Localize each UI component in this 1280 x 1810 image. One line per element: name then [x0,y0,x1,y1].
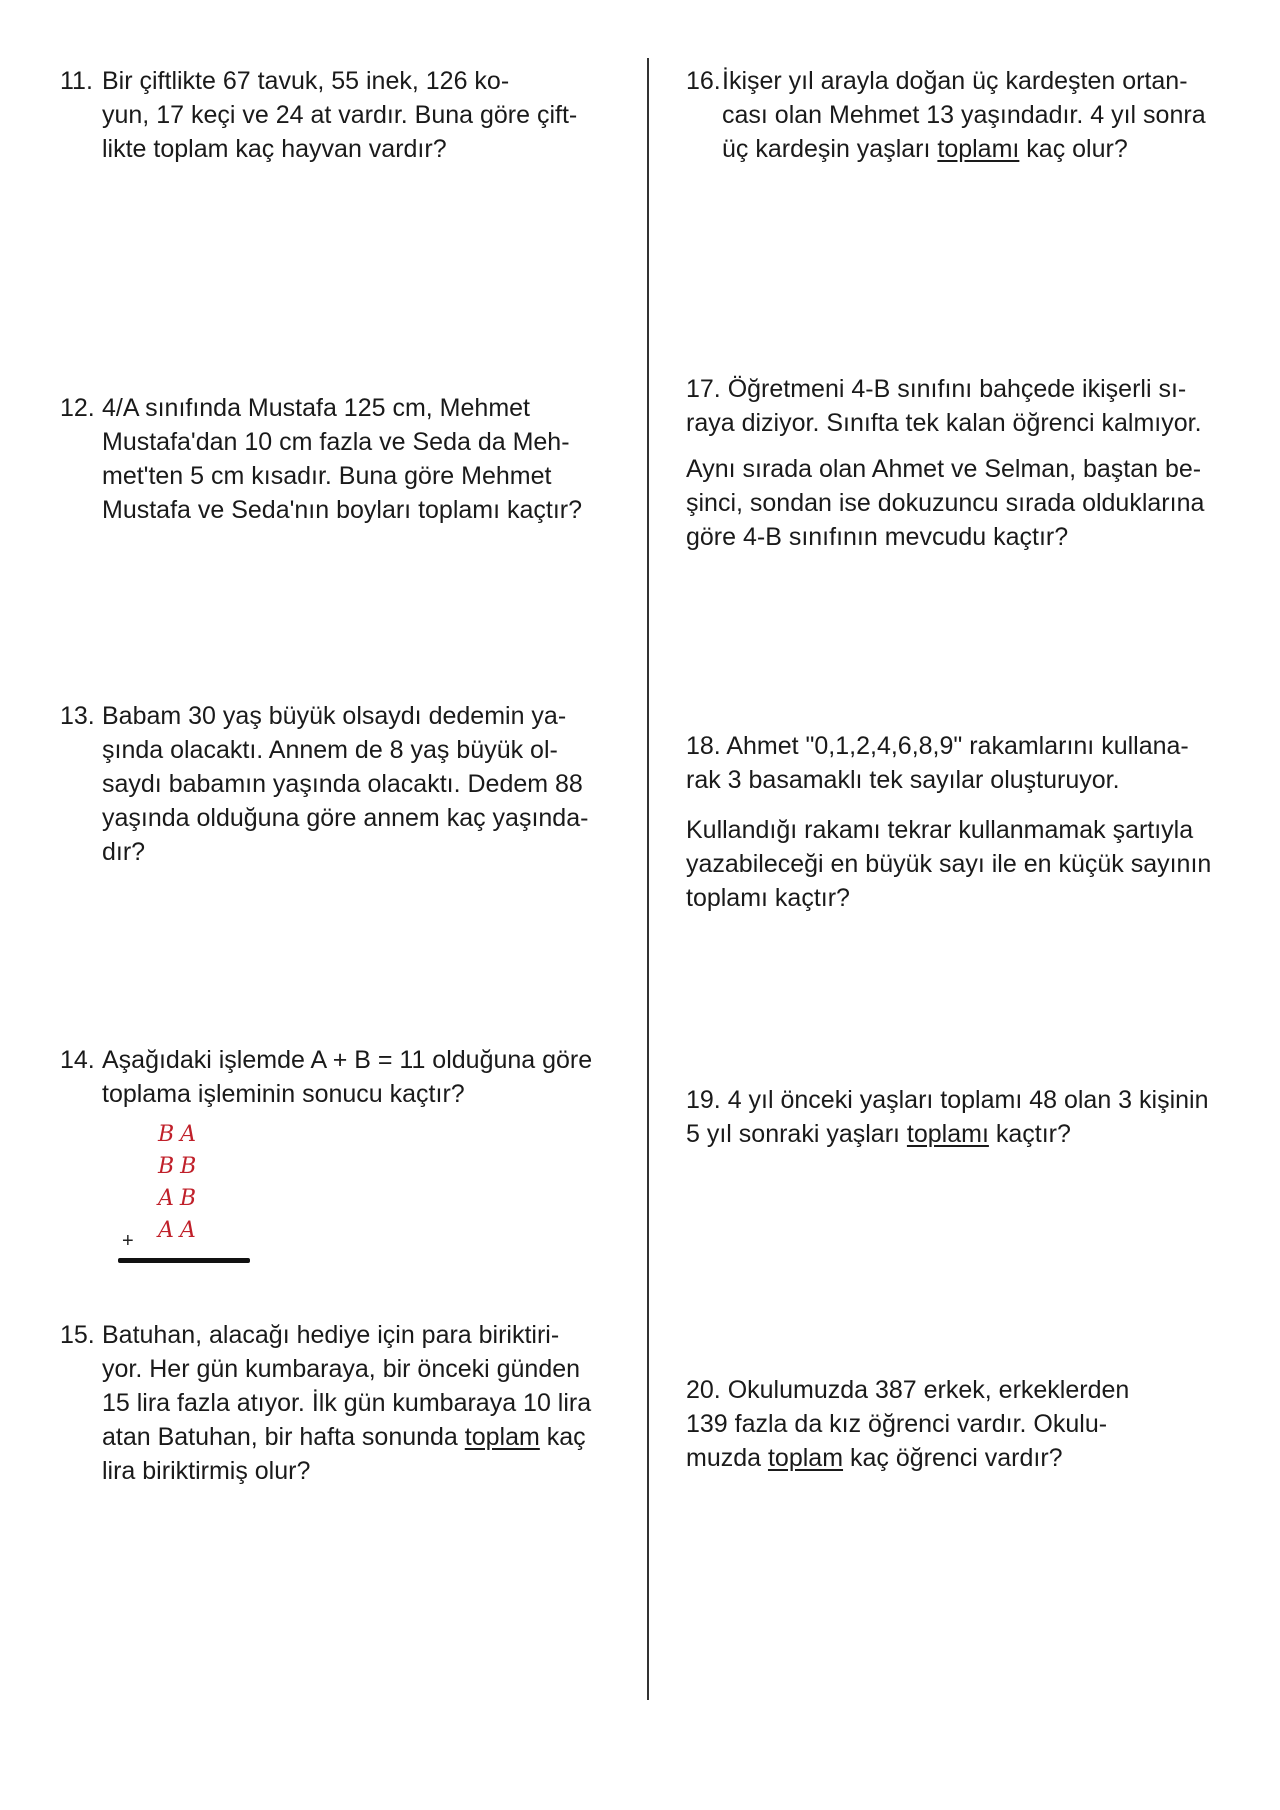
question-17 [686,372,1204,554]
text-segment: kaç olur? [1019,135,1128,163]
question-text-line: Mustafa'dan 10 cm fazla ve Seda da Meh- [102,428,570,456]
question-number: 14. [60,1046,95,1074]
question-number: 12. [60,394,95,422]
question-text-line: Bir çiftlikte 67 tavuk, 55 inek, 126 ko- [102,67,510,95]
question-text-line: Aşağıdaki işlemde A + B = 11 olduğuna göre [102,1046,593,1074]
question-text-line: saydı babamın yaşında olacaktı. Dedem 88 [102,770,583,798]
question-text-line: Babam 30 yaş büyük olsaydı dedemin ya- [102,702,567,730]
question-text-line: göre 4-B sınıfının mevcudu kaçtır? [686,523,1069,551]
question-text-line [102,1420,591,1454]
question-18 [686,729,1211,915]
question-text-line: yor. Her gün kumbaraya, bir önceki günden [102,1355,581,1383]
question-text-line: Kullandığı rakamı tekrar kullanmamak şartıyla [686,816,1194,844]
addend-row: BB [158,1154,203,1179]
question-20 [686,1373,1129,1475]
question-text-line: şinci, sondan ise dokuzuncu sırada olduklarına [686,489,1205,517]
question-text-line: cası olan Mehmet 13 yaşındadır. 4 yıl sonra [722,101,1206,129]
question-text-line [722,132,1206,166]
underlined-word: toplam [767,1444,844,1472]
question-text-line: yazabileceği en büyük sayı ile en küçük sayının [686,850,1212,878]
question-16 [686,64,1206,166]
question-19 [686,1083,1209,1151]
question-text-line: raya diziyor. Sınıfta tek kalan öğrenci kalmıyor. [686,409,1202,437]
question-text-line: yaşında olduğuna göre annem kaç yaşında- [102,804,589,832]
addend-row: AA [158,1218,202,1243]
question-text-line [686,1441,1129,1475]
question-text-line: dır? [102,838,146,866]
question-text-line: 139 fazla da kız öğrenci vardır. Okulu- [686,1410,1108,1438]
question-text-line: 18. Ahmet "0,1,2,4,6,8,9" rakamlarını kullana- [686,732,1189,760]
question-text-line: likte toplam kaç hayvan vardır? [102,135,447,163]
question-number: 15. [60,1321,95,1349]
text-segment: kaçtır? [988,1120,1071,1148]
question-text-line: 17. Öğretmeni 4-B sınıfını bahçede ikişerli sı- [686,375,1187,403]
text-segment: kaç öğrenci vardır? [843,1444,1063,1472]
question-text-line: rak 3 basamaklı tek sayılar oluşturuyor. [686,766,1120,794]
question-text-line: Mustafa ve Seda'nın boyları toplamı kaçtır? [102,496,583,524]
question-text-line: 19. 4 yıl önceki yaşları toplamı 48 olan 3 kişinin [686,1086,1209,1114]
question-number: 16. [686,67,721,95]
plus-sign: + [122,1230,134,1252]
sum-line [118,1258,250,1263]
question-12 [60,391,583,527]
underlined-word: toplamı [937,135,1020,163]
question-text-line: toplamı kaçtır? [686,884,850,912]
question-text-line: lira biriktirmiş olur? [102,1457,311,1485]
question-14 [60,1043,593,1111]
underlined-word: toplam [464,1423,540,1451]
question-text-line: 4/A sınıfında Mustafa 125 cm, Mehmet [102,394,530,422]
question-11 [60,64,578,166]
question-text-line: 20. Okulumuzda 387 erkek, erkeklerden [686,1376,1130,1404]
question-number: 11. [60,67,93,95]
question-text-line: Aynı sırada olan Ahmet ve Selman, baştan be- [686,455,1202,483]
question-text-line: İkişer yıl arayla doğan üç kardeşten ortan- [722,67,1188,95]
addend-row: AB [158,1186,203,1211]
column-divider [647,58,649,1700]
question-text-line: toplama işleminin sonucu kaçtır? [102,1080,465,1108]
question-text-line: yun, 17 keçi ve 24 at vardır. Buna göre çift- [102,101,578,129]
question-number: 13. [60,702,95,730]
addition-problem [100,1122,280,1272]
question-13 [60,699,589,869]
question-text-line: met'ten 5 cm kısadır. Buna göre Mehmet [102,462,552,490]
underlined-word: toplamı [906,1120,989,1148]
text-segment: kaç [539,1423,586,1451]
text-segment: muzda [686,1444,768,1472]
text-segment: 5 yıl sonraki yaşları [686,1120,907,1148]
question-text-line [686,1117,1209,1151]
question-text-line: 15 lira fazla atıyor. İlk gün kumbaraya 10 lira [102,1389,592,1417]
question-15 [60,1318,592,1488]
question-text-line: Batuhan, alacağı hediye için para biriktiri- [102,1321,560,1349]
addend-row: BA [158,1122,203,1147]
question-text-line: şında olacaktı. Annem de 8 yaş büyük ol- [102,736,558,764]
text-segment: atan Batuhan, bir hafta sonunda [102,1423,465,1451]
text-segment: üç kardeşin yaşları [722,135,938,163]
